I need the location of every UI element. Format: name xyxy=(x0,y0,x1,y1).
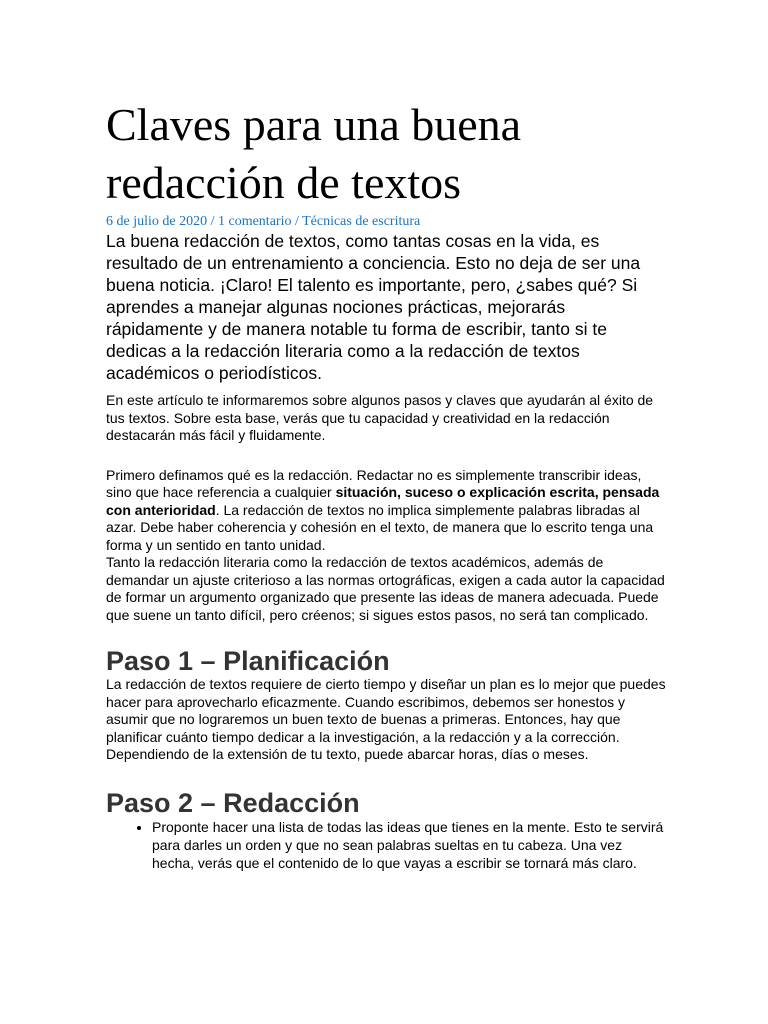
definition-paragraph-2: Tanto la redacción literaria como la redacción de textos académicos, además de demandar un ajuste criterioso a las normas ortográficas, exigen a cada autor la capacidad de formar un argumento organizado que presente las ideas de manera adecuada. Puede que suene un tanto difícil, pero créenos; si sigues estos pasos, no será tan complicado. xyxy=(106,554,665,623)
step2-heading: Paso 2 – Redacción xyxy=(106,787,360,818)
article-meta[interactable]: 6 de julio de 2020 / 1 comentario / Técnicas de escritura xyxy=(106,214,421,229)
step1-heading: Paso 1 – Planificación xyxy=(106,646,390,676)
lead-paragraph: La buena redacción de textos, como tantas cosas en la vida, es resultado de un entrenamiento a conciencia. Esto no deja de ser una buena noticia. ¡Claro! El talento es importante, pero, ¿sabes qué? Si aprendes a manejar algunas nociones prácticas, mejorarás rápidamente y de manera notable tu forma de escribir, tanto si te dedicas a la redacción literaria como a la redacción de textos académicos o periodísticos. xyxy=(106,231,641,383)
title-line-1: Claves para una buena xyxy=(106,99,522,150)
list-item: • Proponte hacer una lista de todas las ideas que tienes en la mente. Esto te servirá para darles un orden y que no sean palabras sueltas en tu cabeza. Una vez hecha, verás que el contenido de lo que vayas a escribir se tornará más claro. xyxy=(152,818,666,872)
title-line-2: redacción de textos xyxy=(106,157,462,208)
definition-text-2: . La redacción de textos no implica simplemente palabras libradas al azar. Debe haber coherencia y cohesión en el texto, de manera que lo escrito tenga una forma y un sentido en tanto unidad. xyxy=(106,501,654,553)
definition-bold: situación, suceso o explicación escrita, pensada con anterioridad xyxy=(106,484,660,518)
article-title xyxy=(106,96,666,212)
intro-paragraph: En este artículo te informaremos sobre algunos pasos y claves que ayudarán al éxito de tus textos. Sobre esta base, verás que tu capacidad y creatividad en la redacción destacarán más fácil y fluidamente. xyxy=(106,392,654,443)
step2-list xyxy=(106,818,666,872)
definition-paragraph xyxy=(106,467,666,555)
document-page xyxy=(106,96,666,872)
step1-paragraph: La redacción de textos requiere de cierto tiempo y diseñar un plan es lo mejor que puedes hacer para aprovecharlo eficazmente. Cuando escribimos, debemos ser honestos y asumir que no lograremos un buen texto de buenas a primeras. Entonces, hay que planificar cuánto tiempo dedicar a la investigación, a la redacción y a la corrección. Dependiendo de la extensión de tu texto, puede abarcar horas, días o meses. xyxy=(106,676,666,762)
definition-text-1: Primero definamos qué es la redacción. Redactar no es simplemente transcribir ideas, sino que hace referencia a cualquier xyxy=(106,466,642,500)
